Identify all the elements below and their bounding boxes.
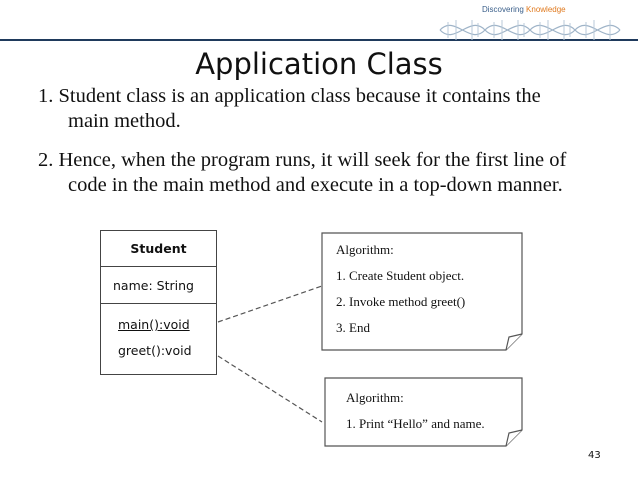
uml-method-greet: greet():void	[118, 343, 192, 358]
connector-main-to-note-1	[218, 286, 322, 322]
bullet-1-line-2: main method.	[68, 110, 181, 132]
note-1-heading: Algorithm:	[336, 242, 394, 257]
uml-attribute: name: String	[101, 267, 216, 304]
note-2-heading: Algorithm:	[346, 390, 404, 405]
bullet-1-line-1: 1. Student class is an application class because it contains the	[38, 85, 541, 107]
page-number: 43	[588, 450, 601, 461]
note-1-step-1: 1. Create Student object.	[336, 268, 465, 283]
note-1-step-3: 3. End	[336, 320, 370, 335]
note-1-step-2: 2. Invoke method greet()	[336, 294, 466, 309]
slide-title: Application Class	[195, 47, 443, 81]
brand-word-discovering: Discovering	[482, 5, 524, 14]
brand-word-knowledge: Knowledge	[526, 5, 566, 14]
bullet-2-line-2: code in the main method and execute in a top-down manner.	[68, 174, 563, 196]
uml-class-name: Student	[101, 231, 216, 267]
uml-method-main: main():void	[118, 317, 190, 332]
note-2-shape	[325, 378, 522, 446]
note-2-step-1: 1. Print “Hello” and name.	[346, 416, 485, 431]
connector-greet-to-note-2	[218, 356, 322, 422]
bullet-2-line-1: 2. Hence, when the program runs, it will seek for the first line of	[38, 149, 567, 171]
